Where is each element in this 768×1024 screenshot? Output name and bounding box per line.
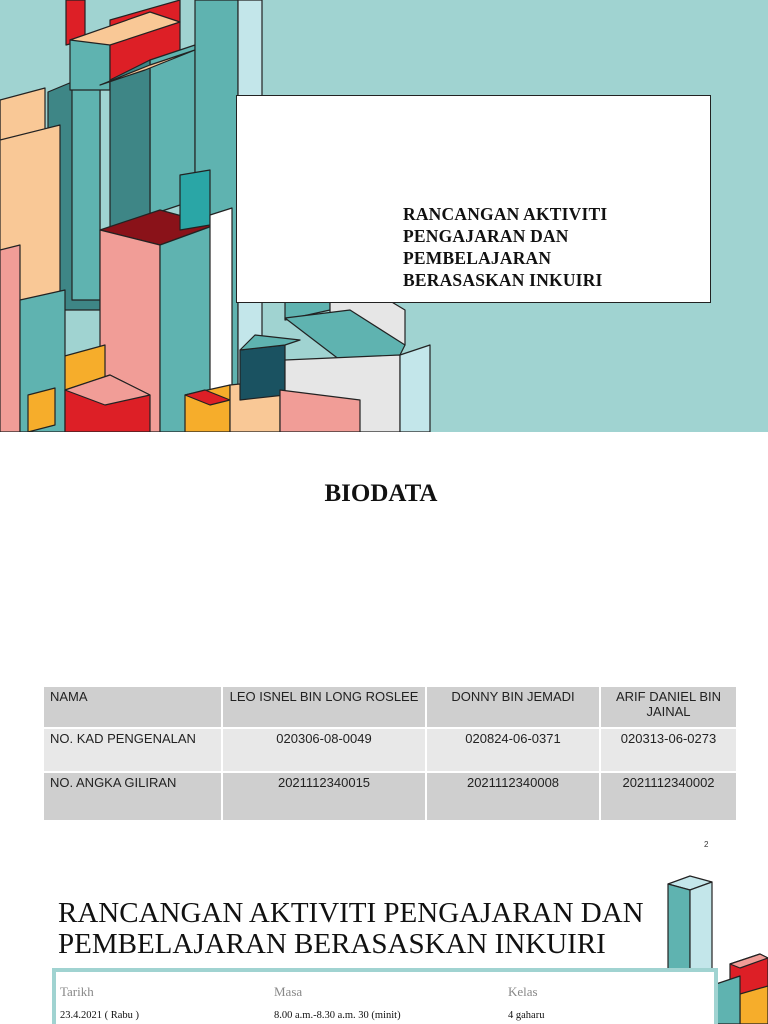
title-line: RANCANGAN AKTIVITI PENGAJARAN DAN xyxy=(58,897,644,929)
table-cell: 020824-06-0371 xyxy=(426,728,600,772)
title-line: PEMBELAJARAN xyxy=(403,248,552,268)
page-number: 2 xyxy=(704,840,709,849)
table-row xyxy=(43,728,737,772)
table-cell: DONNY BIN JEMADI xyxy=(426,686,600,728)
activity-title xyxy=(58,898,718,960)
title-line: PENGAJARAN DAN xyxy=(403,226,569,246)
table-cell: 2021112340002 xyxy=(600,772,737,821)
table-cell: ARIF DANIEL BIN JAINAL xyxy=(600,686,737,728)
table-cell: 020306-08-0049 xyxy=(222,728,426,772)
table-cell: 2021112340008 xyxy=(426,772,600,821)
value-time: 8.00 a.m.-8.30 a.m. 30 (minit) xyxy=(274,1010,401,1021)
table-cell: NO. KAD PENGENALAN xyxy=(43,728,222,772)
title-slide xyxy=(0,0,768,432)
table-cell: NAMA xyxy=(43,686,222,728)
header-time: Masa xyxy=(274,984,303,999)
title-box xyxy=(236,95,711,303)
biodata-heading: BIODATA xyxy=(324,480,438,507)
biodata-table xyxy=(42,685,738,822)
table-cell: NO. ANGKA GILIRAN xyxy=(43,772,222,821)
table-cell: LEO ISNEL BIN LONG ROSLEE xyxy=(222,686,426,728)
slide-title xyxy=(403,203,693,291)
title-line: BERASASKAN INKUIRI xyxy=(403,270,603,290)
table-row xyxy=(43,686,737,728)
activity-slide xyxy=(0,864,768,1024)
value-class: 4 gaharu xyxy=(508,1010,545,1021)
header-date: Tarikh xyxy=(60,984,94,999)
schedule-table xyxy=(52,968,718,1024)
title-line: PEMBELAJARAN BERASASKAN INKUIRI xyxy=(58,928,606,960)
schedule-body xyxy=(56,972,714,1024)
table-cell: 020313-06-0273 xyxy=(600,728,737,772)
header-class: Kelas xyxy=(508,984,538,999)
value-date: 23.4.2021 ( Rabu ) xyxy=(60,1010,140,1021)
biodata-slide xyxy=(0,432,768,864)
table-cell: 2021112340015 xyxy=(222,772,426,821)
table-row xyxy=(43,772,737,821)
title-line: RANCANGAN AKTIVITI xyxy=(403,204,608,224)
